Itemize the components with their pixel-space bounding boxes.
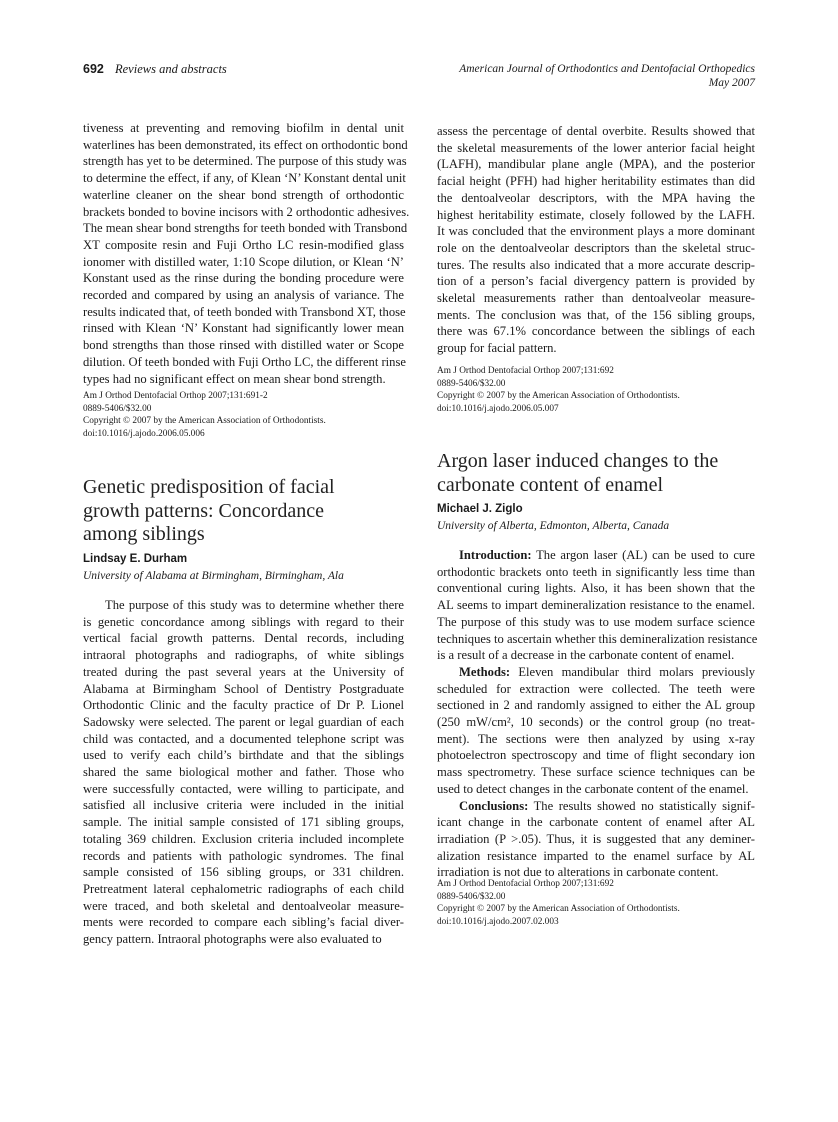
article-body (437, 547, 758, 881)
title-line: among siblings (83, 523, 205, 545)
text-line: ments were recorded to compare each sibling’s facial diver- (83, 915, 404, 930)
text-line: (LAFH), mandibular plane angle (MPA), and the posterior (437, 157, 755, 172)
text-line: photoelectron spectroscopy and time of flight secondary ion (437, 748, 755, 763)
text-line: vertical facial growth patterns. Dental records, including (83, 631, 404, 646)
text-line: were traced, and both skeletal and dentoalveolar measure- (83, 898, 404, 913)
text-line: used to detect changes in the carbonate content of the enamel. (437, 781, 749, 796)
text-line: Orthodontic Clinic and the faculty practice of Dr P. Lionel (83, 698, 404, 713)
text-line: waterlines has been demonstrated, its effect on orthodontic bond (83, 137, 408, 152)
text-line: XT composite resin and Fuji Ortho LC resin-modified glass (83, 237, 404, 252)
text-line: tures. The results also indicated that a more accurate descrip- (437, 257, 755, 272)
title-line: Genetic predisposition of facial (83, 476, 335, 498)
text-line: techniques to ascertain whether this demineralization resistance (437, 631, 758, 646)
text-line: sectioned in 2 and randomly assigned to either the AL group (437, 698, 755, 713)
text-line: Pretreatment lateral cephalometric radiographs of each child (83, 881, 404, 896)
text-line: is a result of a decrease in the carbonate content of enamel. (437, 648, 735, 663)
line-text: The results showed no statistically signif- (528, 798, 755, 813)
citation-copyright: Copyright © 2007 by the American Association of Orthodontists. (437, 391, 680, 402)
text-line: the dentoalveolar descriptors, with the MPA having the (437, 190, 755, 205)
text-line: It was concluded that the environment plays a more dominant (437, 224, 755, 239)
text-line (437, 798, 755, 815)
section-lead: Conclusions: (459, 798, 529, 813)
text-line: mass spectrometry. These surface science techniques can be (437, 765, 755, 780)
text-line: waterline cleaner on the shear bond strength of orthodontic (83, 187, 404, 202)
text-line: rinsed with Klean ‘N’ Konstant had significantly lower mean (83, 321, 404, 336)
text-line: Konstant used as the rinse during the bonding procedure were (83, 271, 404, 286)
text-line: tiveness at preventing and removing biofilm in dental unit (83, 121, 404, 135)
text-line: results indicated that, of teeth bonded with Transbond XT, those (83, 304, 406, 319)
text-line: icant change in the carbonate content of enamel after AL (437, 815, 755, 830)
citation-doi: doi:10.1016/j.ajodo.2006.05.007 (437, 403, 559, 414)
section-lead: Introduction: (459, 548, 532, 562)
text-line: were successfully contacted, were willing to participate, and (83, 781, 404, 796)
text-line: scheduled for extraction were collected. The teeth were (437, 681, 755, 696)
citation-copyright: Copyright © 2007 by the American Association of Orthodontists. (83, 416, 326, 427)
article-body (83, 597, 404, 948)
text-line: The mean shear bond strengths for teeth bonded with Transbond (83, 221, 408, 236)
continued-abstract-body (83, 120, 410, 387)
text-line: role on the dentoalveolar descriptors than the skeletal struc- (437, 240, 755, 255)
text-line: ments. The conclusion was that, of the 156 sibling groups, (437, 307, 755, 322)
text-line: skeletal measurements rather than dentoalveolar measure- (437, 291, 755, 306)
citation-block (437, 878, 755, 928)
text-line: irradiation (P >.05). Thus, it is suggested that any deminer- (437, 831, 755, 846)
title-line: carbonate content of enamel (437, 473, 663, 496)
citation-issn: 0889-5406/$32.00 (83, 403, 152, 414)
text-line: shared the same biological mother and father. Those who (83, 765, 404, 780)
section-lead: Methods: (459, 664, 511, 679)
citation-issn: 0889-5406/$32.00 (437, 378, 506, 389)
citation-block (83, 390, 404, 440)
author-name: Michael J. Ziglo (437, 503, 523, 515)
section-name: Reviews and abstracts (114, 62, 227, 76)
text-line: AL seems to impart demineralization resistance to the enamel. (437, 598, 755, 613)
line-text: The argon laser (AL) can be used to cure (531, 548, 755, 562)
text-line: child was contacted, and a documented telephone script was (83, 731, 404, 746)
title-line: growth patterns: Concordance (83, 499, 325, 522)
text-line: sample consisted of 156 sibling groups, or 331 children. (83, 865, 404, 880)
text-line: Sadowsky were selected. The parent or legal guardian of each (83, 714, 404, 729)
page-number: 692 (83, 62, 104, 76)
citation-doi: doi:10.1016/j.ajodo.2007.02.003 (437, 916, 559, 927)
text-line: assess the percentage of dental overbite. Results showed that (437, 124, 755, 138)
text-line: intraoral photographs and radiographs, of white siblings (83, 648, 404, 663)
article-title (437, 450, 755, 497)
text-line: the skeletal measurements of the lower anterior facial height (437, 140, 755, 155)
author-affiliation: University of Alabama at Birmingham, Birmingham, Ala (83, 570, 344, 582)
citation-block (437, 365, 755, 415)
text-line: types had no significant effect on mean shear bond strength. (83, 371, 386, 386)
citation-reference: Am J Orthod Dentofacial Orthop 2007;131:692 (437, 366, 614, 376)
text-line: brackets bonded to bovine incisors with 2 orthodontic adhesives. (83, 204, 410, 219)
citation-copyright: Copyright © 2007 by the American Association of Orthodontists. (437, 904, 680, 915)
text-line: dilution. Of teeth bonded with Fuji Ortho LC, the different rinse (83, 354, 406, 369)
text-line: highest heritability estimate, closely followed by the LAFH. (437, 207, 755, 222)
text-line: orthodontic brackets onto teeth in significantly less time than (437, 564, 755, 579)
author-name: Lindsay E. Durham (83, 553, 188, 565)
text-line: there was 67.1% concordance between the siblings of each (437, 324, 755, 339)
article-title (83, 476, 404, 547)
title-line: Argon laser induced changes to the (437, 450, 719, 472)
running-header-left (83, 62, 227, 77)
text-line: satisfied all inclusive criteria were included in the initial (83, 798, 404, 813)
citation-reference: Am J Orthod Dentofacial Orthop 2007;131:691-2 (83, 391, 268, 401)
citation-reference: Am J Orthod Dentofacial Orthop 2007;131:692 (437, 879, 614, 889)
text-line: group for facial pattern. (437, 341, 557, 356)
text-line: conventional curing lights. Also, it has been shown that the (437, 581, 755, 596)
text-line (437, 547, 755, 564)
text-line: alization resistance imparted to the enamel surface by AL (437, 848, 755, 863)
text-line: irradiation is not due to alterations in carbonate content. (437, 865, 719, 880)
citation-issn: 0889-5406/$32.00 (437, 891, 506, 902)
citation-doi: doi:10.1016/j.ajodo.2006.05.006 (83, 428, 205, 439)
line-text: Eleven mandibular third molars previously (510, 664, 755, 679)
text-line: recorded and compared by using an analysis of variance. The (83, 288, 404, 303)
text-line: gency pattern. Intraoral photographs were also evaluated to (83, 932, 382, 947)
text-line: sample. The initial sample consisted of 171 sibling groups, (83, 815, 404, 830)
issue-date: May 2007 (708, 77, 755, 89)
text-line: records and patients with pathologic syndromes. The final (83, 848, 404, 863)
text-line: tion of a person’s facial divergency pattern is provided by (437, 274, 755, 289)
author-affiliation: University of Alberta, Edmonton, Alberta, Canada (437, 520, 670, 532)
text-line: used to verify each child’s birthdate and that the siblings (83, 748, 404, 763)
article-body-continued (437, 123, 755, 357)
text-line: The purpose of this study was to determine whether there (105, 598, 404, 612)
running-header-right (459, 62, 755, 90)
text-line: strength has yet to be determined. The purpose of this study was (83, 154, 407, 169)
text-line: treated during the past several years at the University of (83, 664, 404, 679)
text-line (437, 664, 755, 681)
text-line: ionomer with distilled water, 1:10 Scope dilution, or Klean ‘N’ (83, 254, 404, 269)
journal-name: American Journal of Orthodontics and Dentofacial Orthopedics (459, 63, 755, 75)
text-line: The purpose of this study was to use modem surface science (437, 614, 755, 629)
text-line: to determine the effect, if any, of Klean ‘N’ Konstant dental unit (83, 171, 406, 186)
text-line: (250 mW/cm², 10 seconds) or the control group (no treat- (437, 715, 755, 730)
text-line: facial height (PFH) had higher heritability estimates than did (437, 174, 755, 189)
text-line: bond strengths than those rinsed with distilled water or Scope (83, 338, 404, 353)
text-line: is genetic concordance among siblings with regard to their (83, 614, 404, 629)
text-line: totaling 369 children. Exclusion criteria included incomplete (83, 831, 404, 846)
text-line: Alabama at Birmingham School of Dentistry Postgraduate (83, 681, 404, 696)
text-line: ment). The sections were then analyzed by using x-ray (437, 731, 755, 746)
